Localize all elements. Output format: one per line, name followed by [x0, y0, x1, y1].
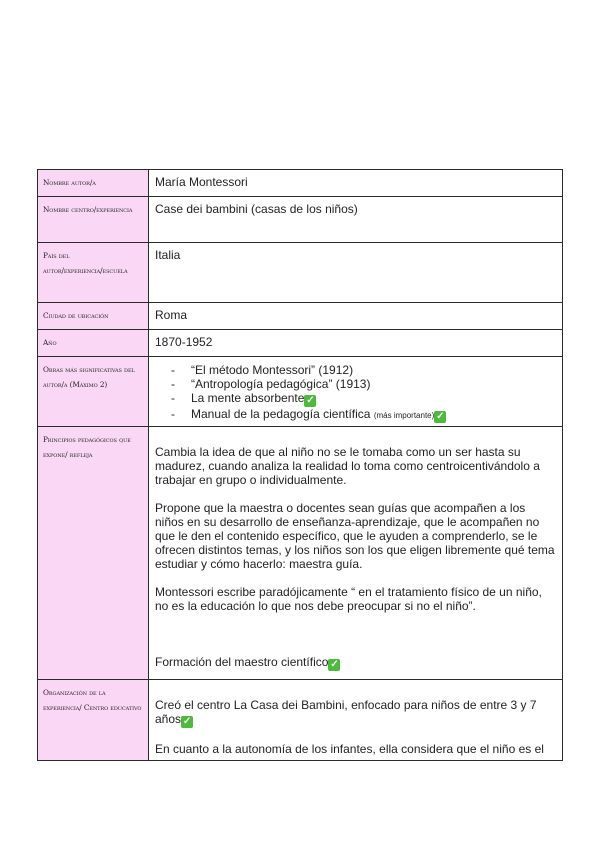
value-cell	[149, 680, 563, 761]
row-label: País del autor/experiencia/escuela	[43, 251, 128, 275]
value-cell	[149, 303, 563, 330]
row-value: Italia	[155, 248, 181, 262]
label-cell	[38, 170, 149, 197]
row-value: María Montessori	[155, 175, 248, 189]
label-cell	[38, 330, 149, 357]
work-title: La mente absorbente	[191, 391, 305, 405]
bullet-dash: -	[171, 407, 175, 421]
row-label: Principios pedagógicos que expone/ refleja	[43, 435, 131, 459]
row-label: Año	[43, 338, 57, 347]
label-cell	[38, 197, 149, 243]
work-title: “Antropología pedagógica” (1913)	[191, 377, 371, 391]
row-value: 1870-1952	[155, 335, 213, 349]
table-row	[38, 243, 563, 303]
bullet-dash: -	[171, 391, 175, 405]
label-cell	[38, 303, 149, 330]
table-row	[38, 357, 563, 427]
row-label: Ciudad de ubicación	[43, 311, 109, 320]
label-cell	[38, 243, 149, 303]
table-row	[38, 303, 563, 330]
table-row	[38, 427, 563, 680]
value-cell	[149, 330, 563, 357]
list-item	[155, 407, 556, 423]
value-cell	[149, 170, 563, 197]
value-cell	[149, 357, 563, 427]
check-mark-icon: ✓	[330, 659, 339, 670]
table-row	[38, 197, 563, 243]
organization-paragraph: En cuanto a la autonomía de los infantes, ella considera que el niño es el	[155, 742, 544, 756]
bullet-dash: -	[171, 377, 175, 391]
works-list	[155, 363, 556, 423]
row-label: Nombre autor/a	[43, 178, 96, 187]
principle-paragraph: Cambia la idea de que al niño no se le tomaba como un ser hasta su madurez, cuando analiza la realidad lo toma como centroicentivándolo a trabajar en grupo o individualmente.	[155, 445, 540, 487]
work-title: “El método Montessori” (1912)	[191, 363, 354, 377]
organization-text: Creó el centro La Casa dei Bambini, enfocado para niños de entre 3 y 7 años	[155, 698, 537, 726]
importance-note: (más importante)	[373, 411, 435, 420]
label-cell	[38, 427, 149, 680]
check-mark-icon: ✓	[182, 716, 192, 727]
principle-paragraph: Propone que la maestra o docentes sean guías que acompañen a los niños en su desarrollo de enseñanza-aprendizaje, que le acompañen no que le den el contenido específico, que le ayuden a comprenderlo, se le ofrecen distintos temas, y los niños son los que eligen libremente qué tema estudiar y cómo hacerlo: maestra guía.	[155, 501, 555, 571]
work-title: Manual de la pedagogía científica	[191, 407, 371, 421]
row-label: Organización de la experiencia/ Centro educativo	[43, 688, 142, 712]
info-table	[37, 169, 563, 761]
bullet-dash: -	[171, 363, 175, 377]
label-cell	[38, 680, 149, 761]
principle-paragraph	[155, 655, 556, 671]
list-item	[155, 377, 556, 391]
value-cell	[149, 243, 563, 303]
list-item	[155, 363, 556, 377]
principle-text: Formación del maestro científico	[155, 655, 329, 669]
row-label: Obras más significativas del autor/a (Máximo 2)	[43, 365, 135, 389]
value-cell	[149, 427, 563, 680]
check-mark-icon: ✓	[306, 395, 315, 406]
principle-paragraph: Montessori escribe paradójicamente “ en el tratamiento físico de un niño, no es la educación lo que nos debe preocupar si no el niño”.	[155, 585, 542, 613]
row-label: Nombre centro/experiencia	[43, 205, 133, 214]
row-value: Roma	[155, 308, 188, 322]
table-row	[38, 170, 563, 197]
check-mark-icon: ✓	[436, 411, 445, 422]
value-cell	[149, 197, 563, 243]
organization-paragraph	[155, 698, 556, 728]
list-item	[155, 391, 556, 407]
row-value: Case dei bambini (casas de los niños)	[155, 202, 358, 216]
table-row	[38, 330, 563, 357]
label-cell	[38, 357, 149, 427]
table-row	[38, 680, 563, 761]
